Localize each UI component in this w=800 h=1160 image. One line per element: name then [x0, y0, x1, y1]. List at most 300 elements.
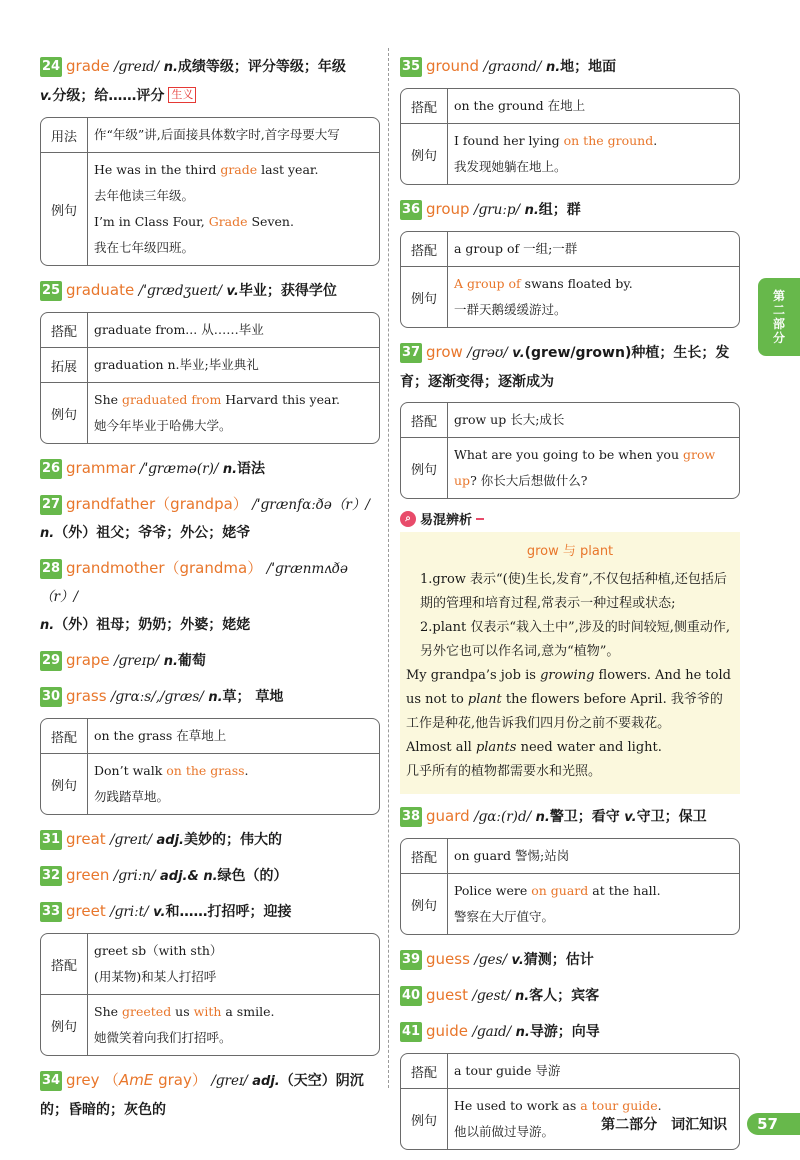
content-text: last year.	[257, 162, 319, 177]
section-side-tab	[758, 278, 800, 356]
entry-headline	[40, 646, 380, 676]
entry-table	[40, 312, 380, 444]
entry-word: grow	[426, 343, 463, 361]
tip-point-1: 1.grow 表示“(使)生长,发育”,不仅包括种植,还包括后期的管理和培育过程,常表示一种过程或状态;	[420, 572, 727, 611]
vocab-entry	[40, 1066, 380, 1124]
vocab-entry	[40, 554, 380, 640]
entry-phonetic: /ɡriːt/	[110, 904, 149, 920]
tip-ex1-e: the flowers before April. 我爷爷的工作是种花,他告诉我们四月份之前不要栽花。	[406, 692, 723, 731]
entry-phonetic: /ɡraʊnd/	[483, 59, 542, 75]
row-label: 搭配	[401, 403, 448, 437]
entry-table-row	[41, 934, 379, 994]
entry-table	[400, 1053, 740, 1150]
content-text: a smile.	[221, 1004, 275, 1019]
vocab-entry	[400, 981, 740, 1011]
entry-phonetic: /ɡruːp/	[474, 202, 521, 218]
entry-number: 40	[400, 986, 422, 1006]
column-divider	[388, 48, 389, 1088]
content-text: I’m in Class Four,	[94, 214, 209, 229]
tip-title: grow 与 plant	[526, 544, 614, 559]
entry-table-row	[401, 1054, 739, 1088]
row-label: 例句	[401, 123, 448, 184]
content-line	[94, 235, 373, 261]
row-content	[88, 382, 379, 443]
entry-pos: v.	[40, 89, 53, 104]
entry-variant: （AmE gray）	[103, 1071, 207, 1089]
content-text: 去年他读三年级。	[94, 188, 195, 203]
content-line	[454, 271, 733, 297]
entry-word: grandfather	[66, 495, 156, 513]
entry-meaning: 导游；向导	[529, 1024, 600, 1040]
content-text: Don’t walk	[94, 763, 167, 778]
content-line	[454, 1058, 733, 1084]
right-column	[400, 48, 740, 1160]
vocab-entry	[40, 861, 380, 891]
content-text: 勿践踏草地。	[94, 789, 170, 804]
entry-table-row	[41, 118, 379, 152]
row-content	[88, 719, 379, 753]
content-line	[454, 93, 733, 119]
tip-point-2: 2.plant 仅表示“栽入土中”,涉及的时间较短,侧重动作,另外它也可以作名词,意为“植物”。	[420, 620, 731, 659]
entry-headline	[400, 802, 740, 832]
entry-meaning: 的；昏暗的；灰色的	[40, 1102, 166, 1118]
content-line	[94, 784, 373, 810]
row-content	[448, 89, 739, 123]
entry-meaning: 分级；给……评分	[52, 88, 165, 104]
vocab-entry	[40, 646, 380, 676]
entry-headline	[40, 490, 380, 548]
tip-ex2-b: plants	[475, 740, 517, 755]
entry-headline	[40, 1066, 380, 1124]
content-text: What are you going to be when you	[454, 447, 683, 462]
entry-pos: n.	[40, 526, 55, 541]
entry-pos: n.	[40, 618, 55, 633]
new-meaning-tag: 生义	[168, 87, 196, 103]
entry-meaning: 客人；宾客	[529, 988, 600, 1004]
entry-word: group	[426, 200, 470, 218]
entry-table-row	[41, 994, 379, 1055]
highlight-text: grow up	[454, 447, 716, 488]
entry-word: greet	[66, 902, 106, 920]
content-text: 作“年级”讲,后面接具体数字时,首字母要大写	[94, 127, 340, 142]
vocab-entry	[40, 490, 380, 548]
entry-word: green	[66, 866, 110, 884]
entry-table-row	[41, 382, 379, 443]
highlight-text: Grade	[208, 214, 248, 229]
entry-headline	[400, 981, 740, 1011]
entry-number: 39	[400, 950, 422, 970]
tip-box	[400, 532, 740, 794]
content-text: 一群天鹅缓缓游过。	[454, 302, 567, 317]
content-text: 警察在大厅值守。	[454, 909, 555, 924]
content-text: (用某物)和某人打招呼	[94, 969, 217, 984]
highlight-text: grade	[220, 162, 258, 177]
row-label: 例句	[401, 873, 448, 934]
entry-table	[400, 231, 740, 328]
entry-pos: n.	[222, 462, 238, 477]
entry-meaning: 和……打招呼；迎接	[165, 904, 292, 920]
entry-phonetic: /ɡaɪd/	[472, 1024, 512, 1040]
page-number: 57	[747, 1113, 800, 1135]
entry-meaning: 语法	[237, 461, 266, 477]
entry-phonetic: /ˈɡrædʒueɪt/	[138, 283, 223, 299]
content-text: He used to work as	[454, 1098, 581, 1113]
content-line	[94, 999, 373, 1025]
entry-headline	[40, 52, 380, 111]
content-text: on the grass 在草地上	[94, 728, 227, 743]
row-content	[448, 123, 739, 184]
row-label: 例句	[41, 753, 88, 814]
content-line	[454, 236, 733, 262]
entry-meaning: 成绩等级；评分等级；年级	[177, 59, 346, 75]
entry-number: 34	[40, 1071, 62, 1091]
highlight-text: on the ground	[563, 133, 654, 148]
content-line	[94, 723, 373, 749]
content-text: 她微笑着向我们打招呼。	[94, 1030, 232, 1045]
highlight-text: on guard	[531, 883, 589, 898]
entry-meaning: 猜测；估计	[523, 952, 594, 968]
entry-word: guest	[426, 986, 468, 1004]
row-content	[88, 934, 379, 994]
entry-word: guide	[426, 1022, 468, 1040]
tip-ex1-d: plant	[467, 692, 502, 707]
entry-meaning: 草； 草地	[222, 689, 284, 705]
entry-meaning: 警卫；看守	[549, 809, 620, 825]
entry-pos: n.	[163, 654, 178, 669]
entry-number: 25	[40, 281, 62, 301]
entry-headline	[40, 861, 380, 891]
row-label: 搭配	[401, 89, 448, 123]
entry-phonetic: /ɡreɪp/	[114, 653, 160, 669]
row-label: 例句	[41, 994, 88, 1055]
content-text: Police were	[454, 883, 532, 898]
content-line	[94, 938, 373, 964]
content-text: grow up 长大;成长	[454, 412, 565, 427]
entry-word: guess	[426, 950, 470, 968]
entry-number: 33	[40, 902, 62, 922]
entry-table-row	[401, 873, 739, 934]
content-line	[94, 413, 373, 439]
content-line	[454, 904, 733, 930]
tip-example-2	[406, 736, 734, 760]
row-content	[448, 437, 739, 498]
entry-word: grade	[66, 57, 110, 75]
entry-variant: （grandpa）	[155, 495, 248, 513]
tip-ex2-a: Almost all	[406, 740, 476, 755]
entry-table-row	[401, 403, 739, 437]
entry-word: great	[66, 830, 106, 848]
tip-ex1-c: flowers. And he told us not to	[406, 668, 731, 707]
row-label: 搭配	[401, 1054, 448, 1088]
entry-table-row	[41, 719, 379, 753]
content-line	[454, 442, 733, 494]
content-line	[94, 352, 373, 378]
entry-meaning: 组；群	[538, 202, 581, 218]
row-content	[88, 753, 379, 814]
right-entries-top	[400, 52, 740, 499]
entry-phonetic: /ˈɡrænfɑːðə（r）/	[252, 497, 370, 513]
entry-pos: n.	[545, 60, 561, 75]
tip-example-2-zh: 几乎所有的植物都需要水和光照。	[406, 764, 602, 779]
page-footer	[601, 1113, 800, 1135]
row-content	[88, 152, 379, 265]
right-entries-bottom	[400, 802, 740, 1150]
entry-word: graduate	[66, 281, 135, 299]
entry-table	[400, 838, 740, 935]
content-line	[94, 122, 373, 148]
vocab-entry	[40, 682, 380, 815]
entry-meaning: 育；逐渐变得；逐渐成为	[400, 374, 554, 390]
row-content	[448, 232, 739, 266]
entry-word: grammar	[66, 459, 136, 477]
vocab-entry	[400, 945, 740, 975]
entry-pos: v.	[226, 284, 239, 299]
entry-table-row	[41, 313, 379, 347]
content-text: on the ground 在地上	[454, 98, 586, 113]
entry-meaning: （外）祖母；奶奶；外婆；姥姥	[54, 617, 251, 633]
entry-number: 32	[40, 866, 62, 886]
entry-headline	[400, 945, 740, 975]
tip-ex1-a: My grandpa’s job is	[406, 668, 541, 683]
entry-meaning: 绿色（的）	[217, 868, 288, 884]
entry-pos: adj.	[156, 833, 184, 848]
tip-ex1-b: growing	[540, 668, 595, 683]
content-text: a tour guide 导游	[454, 1063, 561, 1078]
content-text: greet sb（with sth）	[94, 943, 223, 958]
row-label: 拓展	[41, 347, 88, 382]
vocab-entry	[400, 338, 740, 499]
content-text: 我在七年级四班。	[94, 240, 195, 255]
row-content	[448, 873, 739, 934]
entry-word: grandmother	[66, 559, 165, 577]
content-text: ? 你长大后想做什么?	[470, 473, 588, 488]
vocab-entry	[40, 825, 380, 855]
content-line	[454, 297, 733, 323]
entry-number: 30	[40, 687, 62, 707]
entry-headline	[40, 825, 380, 855]
row-content	[88, 994, 379, 1055]
vocab-entry	[40, 454, 380, 484]
row-label: 例句	[401, 437, 448, 498]
entry-phonetic: /ɡrɑːs/,/ɡræs/	[110, 689, 204, 705]
content-text: She	[94, 392, 122, 407]
entry-phonetic: /ɡreɪ/	[211, 1073, 248, 1089]
content-line	[94, 1025, 373, 1051]
entry-phonetic: /ˈɡræmə(r)/	[139, 461, 219, 477]
content-text: He was in the third	[94, 162, 221, 177]
entry-number: 31	[40, 830, 62, 850]
row-label: 例句	[41, 382, 88, 443]
footer-section: 第二部分 词汇知识	[601, 1117, 728, 1133]
content-text: Seven.	[247, 214, 294, 229]
entry-number: 38	[400, 807, 422, 827]
entry-phonetic: /ɡest/	[472, 988, 511, 1004]
entry-headline	[40, 454, 380, 484]
entry-meaning: （天空）阴沉	[279, 1073, 364, 1089]
content-text: She	[94, 1004, 122, 1019]
entry-headline	[40, 897, 380, 927]
entry-table-row	[41, 753, 379, 814]
vocab-entry	[400, 195, 740, 328]
vocab-entry	[40, 897, 380, 1056]
row-content	[448, 266, 739, 327]
entry-phonetic: /ˈɡrænmʌðə（r）/	[40, 561, 349, 605]
row-label: 用法	[41, 118, 88, 152]
content-text: 我发现她躺在地上。	[454, 159, 567, 174]
entry-meaning: 守卫；保卫	[636, 809, 707, 825]
entry-table-row	[401, 839, 739, 873]
vocab-entry	[40, 52, 380, 266]
entry-headline	[40, 276, 380, 306]
entry-word: grass	[66, 687, 107, 705]
content-line	[454, 128, 733, 154]
entry-meaning: （外）祖父；爷爷；外公；姥爷	[54, 525, 251, 541]
entry-variant: （grandma）	[164, 559, 263, 577]
entry-table	[400, 88, 740, 185]
content-line	[454, 154, 733, 180]
entry-word: grape	[66, 651, 110, 669]
content-line	[94, 758, 373, 784]
highlight-text: A group of	[454, 276, 521, 291]
row-label: 例句	[41, 152, 88, 265]
left-column	[40, 48, 380, 1130]
entry-table	[40, 718, 380, 815]
tip-header-label: 易混辨析	[420, 513, 473, 528]
entry-number: 36	[400, 200, 422, 220]
tip-ex2-c: need water and light.	[516, 740, 662, 755]
row-content	[448, 839, 739, 873]
entry-phonetic: /ɡes/	[474, 952, 507, 968]
entry-pos: v.	[624, 810, 637, 825]
entry-pos: n.	[208, 690, 223, 705]
entry-headline	[400, 1017, 740, 1047]
content-line	[94, 209, 373, 235]
highlight-text: with	[193, 1004, 222, 1019]
content-text: Harvard this year.	[221, 392, 341, 407]
content-line	[94, 387, 373, 413]
entry-word: grey	[66, 1071, 100, 1089]
entry-headline	[40, 554, 380, 640]
row-label: 搭配	[41, 313, 88, 347]
entry-meaning: 美妙的；伟大的	[184, 832, 282, 848]
entry-number: 27	[40, 495, 62, 515]
entry-meaning: 葡萄	[177, 653, 206, 669]
entry-pos: n.	[515, 1025, 530, 1040]
entry-pos: v.	[153, 905, 166, 920]
entry-table-row	[401, 89, 739, 123]
entry-pos: n.	[514, 989, 530, 1004]
side-tab-label: 第二部分	[772, 289, 785, 345]
row-content	[88, 313, 379, 347]
entry-pos: v.	[511, 953, 524, 968]
entry-table	[400, 402, 740, 499]
content-text: graduation n.毕业;毕业典礼	[94, 357, 259, 372]
row-content	[88, 118, 379, 152]
tip-header	[400, 509, 740, 528]
variant-word: gray	[158, 1071, 192, 1089]
content-text: us	[171, 1004, 194, 1019]
entry-table-row	[401, 232, 739, 266]
highlight-text: greeted	[122, 1004, 172, 1019]
entry-number: 29	[40, 651, 62, 671]
row-label: 搭配	[41, 934, 88, 994]
entry-word: guard	[426, 807, 470, 825]
entry-pos: n.	[535, 810, 550, 825]
content-text: at the hall.	[588, 883, 661, 898]
tip-header-bar	[476, 518, 484, 520]
entry-number: 26	[40, 459, 62, 479]
content-text: .	[244, 763, 249, 778]
entry-pos: n.	[163, 60, 178, 75]
entry-word: ground	[426, 57, 480, 75]
entry-table	[40, 117, 380, 266]
entry-meaning: 地；地面	[560, 59, 617, 75]
content-line	[454, 878, 733, 904]
content-text: 她今年毕业于哈佛大学。	[94, 418, 232, 433]
row-label: 搭配	[401, 232, 448, 266]
highlight-text: on the grass	[166, 763, 245, 778]
variant-label: AmE	[118, 1071, 154, 1089]
content-text: .	[653, 133, 658, 148]
entry-headline	[40, 682, 380, 712]
entry-phonetic: /ɡɑː(r)d/	[474, 809, 532, 825]
entry-number: 28	[40, 559, 62, 579]
content-text: a group of 一组;一群	[454, 241, 578, 256]
content-line	[454, 843, 733, 869]
content-text: graduate from... 从……毕业	[94, 322, 264, 337]
vocab-entry	[40, 276, 380, 444]
entry-table-row	[41, 347, 379, 382]
entry-table-row	[401, 437, 739, 498]
tip-example-1	[406, 664, 734, 736]
entry-number: 37	[400, 343, 422, 363]
row-label: 例句	[401, 1088, 448, 1149]
entry-pos: n.	[524, 203, 539, 218]
entry-table-row	[401, 123, 739, 184]
content-line	[94, 964, 373, 990]
entry-phonetic: /ɡrəʊ/	[467, 345, 508, 361]
entry-meaning: 毕业；获得学位	[238, 283, 337, 299]
vocab-entry	[400, 802, 740, 935]
content-text: I found her lying	[454, 133, 564, 148]
entry-headline	[400, 52, 740, 82]
entry-table-row	[41, 152, 379, 265]
content-text: on guard 警惕;站岗	[454, 848, 570, 863]
row-label: 例句	[401, 266, 448, 327]
entry-pos: adj.& n.	[160, 869, 218, 884]
content-line	[94, 317, 373, 343]
row-content	[448, 1054, 739, 1088]
content-line	[454, 407, 733, 433]
content-text: 他以前做过导游。	[454, 1124, 555, 1139]
entry-headline	[400, 338, 740, 396]
content-line	[94, 183, 373, 209]
entry-pos: adj.	[252, 1074, 280, 1089]
content-text: swans floated by.	[520, 276, 633, 291]
vocab-entry	[400, 52, 740, 185]
entry-phonetic: /ɡreɪt/	[110, 832, 153, 848]
highlight-text: graduated from	[122, 392, 222, 407]
entry-table-row	[401, 266, 739, 327]
entry-phonetic: /ɡreɪd/	[114, 59, 160, 75]
content-line	[94, 157, 373, 183]
entry-pos: v.	[512, 346, 525, 361]
entry-headline	[400, 195, 740, 225]
row-label: 搭配	[401, 839, 448, 873]
entry-number: 24	[40, 57, 62, 77]
content-text: .	[657, 1098, 662, 1113]
row-content	[448, 403, 739, 437]
